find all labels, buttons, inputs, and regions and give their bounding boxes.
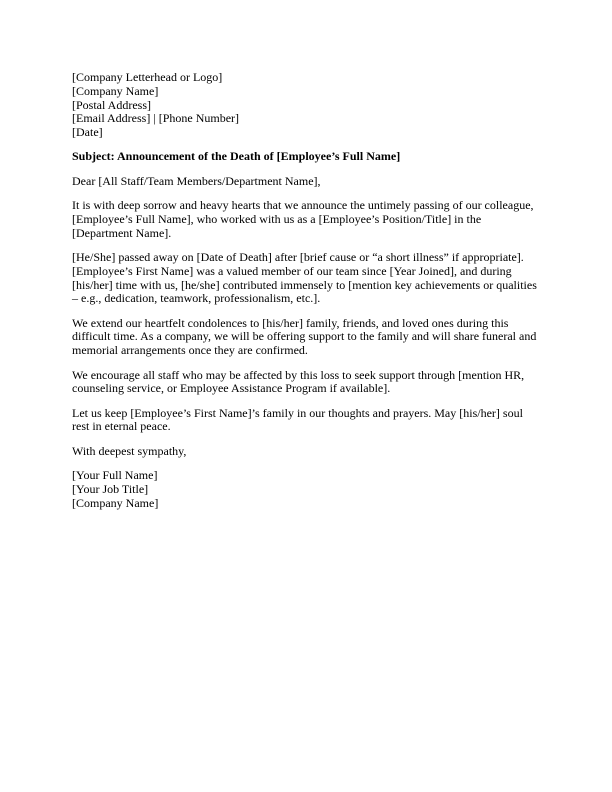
paragraph-line: [his/her] time with us, [he/she] contributed immensely to [mention key achievements or qualities <box>72 277 537 292</box>
paragraph-announcement <box>72 199 544 240</box>
letterhead-date: [Date] <box>72 125 103 140</box>
letterhead-company-name: [Company Name] <box>72 83 159 98</box>
signature-company-name: [Company Name] <box>72 495 159 510</box>
salutation: Dear [All Staff/Team Members/Department Name], <box>72 173 321 188</box>
paragraph-line: memorial arrangements once they are confirmed. <box>72 343 308 358</box>
paragraph-line: – e.g., dedication, teamwork, professionalism, etc.]. <box>72 291 321 306</box>
paragraph-line: [Employee’s Full Name], who worked with us as a [Employee’s Position/Title] in the <box>72 211 482 226</box>
signature-block <box>72 469 544 510</box>
letter-page <box>72 71 544 521</box>
paragraph-line: [He/She] passed away on [Date of Death] after [brief cause or “a short illness” if appropriate]. <box>72 249 524 264</box>
paragraph-line: counseling service, or Employee Assistance Program if available]. <box>72 381 391 396</box>
letterhead-contact: [Email Address] | [Phone Number] <box>72 111 240 126</box>
letterhead-block <box>72 71 544 140</box>
letterhead-postal-address: [Postal Address] <box>72 97 151 112</box>
closing: With deepest sympathy, <box>72 443 187 458</box>
paragraph-line: [Employee’s First Name] was a valued member of our team since [Year Joined], and during <box>72 263 512 278</box>
subject-line: Subject: Announcement of the Death of [Employee’s Full Name] <box>72 149 401 164</box>
paragraph-details <box>72 251 544 306</box>
signature-job-title: [Your Job Title] <box>72 481 149 496</box>
paragraph-support <box>72 369 544 397</box>
paragraph-line: rest in eternal peace. <box>72 419 171 434</box>
signature-full-name: [Your Full Name] <box>72 468 158 483</box>
paragraph-line: We encourage all staff who may be affected by this loss to seek support through [mention HR, <box>72 367 525 382</box>
paragraph-line: difficult time. As a company, we will be offering support to the family and will share funeral and <box>72 329 537 344</box>
paragraph-line: [Department Name]. <box>72 225 172 240</box>
paragraph-line: It is with deep sorrow and heavy hearts that we announce the untimely passing of our colleague, <box>72 198 534 213</box>
paragraph-prayers <box>72 407 544 435</box>
letterhead-logo: [Company Letterhead or Logo] <box>72 70 223 84</box>
paragraph-line: Let us keep [Employee’s First Name]’s family in our thoughts and prayers. May [his/her] soul <box>72 405 523 420</box>
paragraph-line: We extend our heartfelt condolences to [his/her] family, friends, and loved ones during this <box>72 315 509 330</box>
paragraph-condolences <box>72 317 544 358</box>
